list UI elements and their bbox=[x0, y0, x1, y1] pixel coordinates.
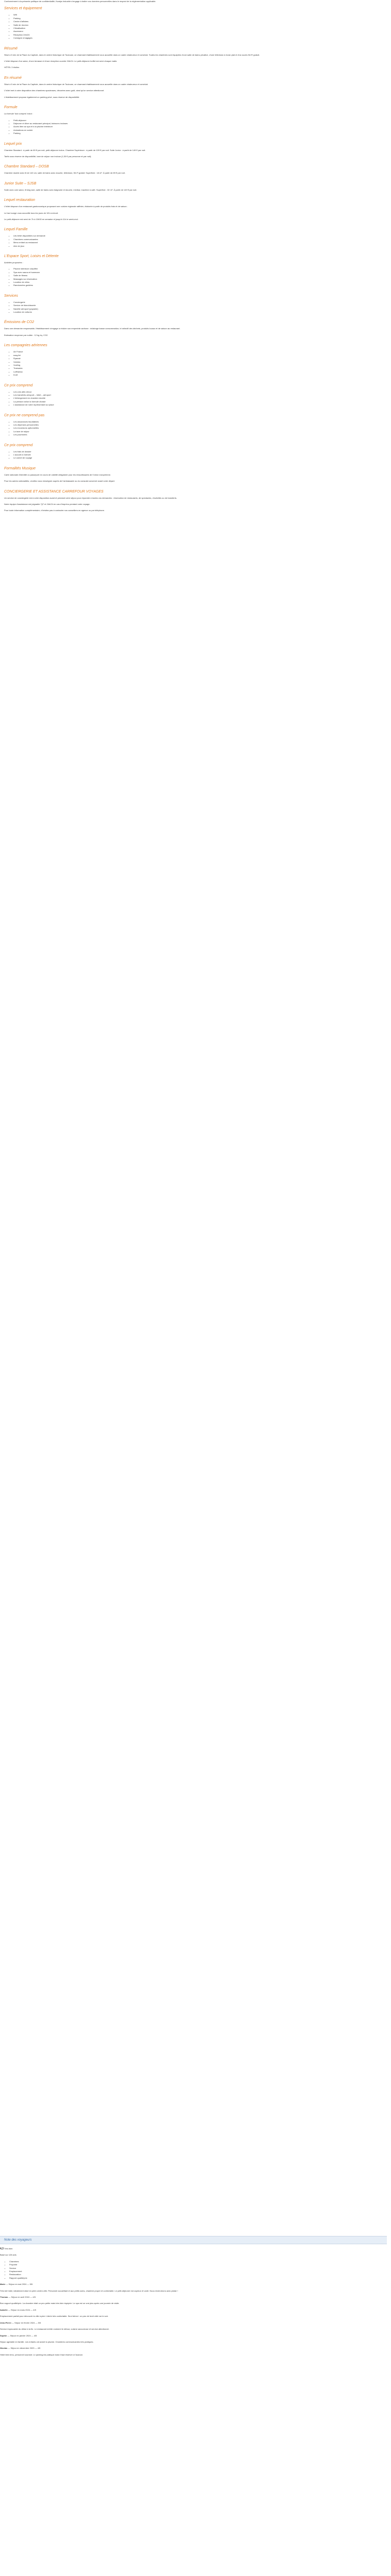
review-author bbox=[0, 2283, 383, 2286]
list-item: • Volotea bbox=[13, 361, 387, 364]
list-item: • KLM bbox=[13, 374, 387, 377]
review-meta: — Séjour en décembre 2023 — 4/5 bbox=[7, 2347, 41, 2350]
section-paragraph: Notre équipe d'assistance est joignable 7j/7 et 24h/24 en cas d'imprévu pendant votre voyage. bbox=[4, 503, 90, 506]
list-item: • Salle de fitness bbox=[13, 274, 387, 277]
review-meta: — Séjour en avril 2024 — 4/5 bbox=[8, 2296, 36, 2299]
reviews-section bbox=[0, 2247, 383, 2360]
list-item: • Aire de jeux bbox=[13, 245, 387, 248]
review-author bbox=[0, 2321, 383, 2325]
list-item: • Transavia bbox=[13, 367, 387, 370]
review-text: Très bel hôtel, idéalement situé en plein centre-ville. Personnel accueillant et aux petits soins, chambre propre et confortable. Le petit-déjeuner est copieux et varié. Nous reviendrons avec plaisir ! bbox=[0, 2289, 178, 2292]
section-title: Services bbox=[4, 294, 18, 298]
section-paragraph: Suite avec coin salon, lit king size, salle de bains avec baignoire et douche, minibar, machine à café. Superficie : 32 m². À partir de 149 € par nuit. bbox=[4, 188, 137, 191]
section-paragraph: Activités proposées : bbox=[4, 261, 23, 264]
list-item: • Les transferts aéroport – hôtel – aéroport bbox=[13, 394, 387, 397]
section-paragraph: Le bar lounge vous accueille tous les jours de 10h à minuit. bbox=[4, 211, 58, 214]
list-item: • L'hébergement en chambre double bbox=[13, 397, 387, 400]
review-author-name: Marie bbox=[0, 2283, 6, 2286]
list-item: • Les vols aller-retour bbox=[13, 391, 387, 394]
list-item: • Navette aéroport (payante) bbox=[13, 308, 387, 311]
section-paragraph: Chambre Standard : à partir de 89 € par nuit, petit-déjeuner inclus. Chambre Supérieure : à partir de 109 € par nuit. Suite Junior : à partir de 149 € par nuit. bbox=[4, 148, 146, 151]
rating-categories bbox=[0, 2260, 383, 2280]
section-title: Résumé bbox=[4, 46, 18, 50]
rating-category: • Propreté bbox=[9, 2263, 383, 2266]
section-paragraph: Carte nationale d'identité ou passeport en cours de validité obligatoire pour les ressortissants de l'Union européenne. bbox=[4, 473, 111, 476]
section-list bbox=[4, 119, 387, 135]
section-paragraph: Situé à 5 min de la Place du Capitole, dans le centre historique de Toulouse, ce charmant établissement vous accueille dans un cadre chaleureux et convivial. Toutes les chambres sont équipées d'une salle de bains privative, d'une télévision à écran plat et d'un accès Wi-Fi gratuit. bbox=[4, 53, 260, 56]
section-list bbox=[4, 420, 387, 437]
review-text: Séjour agréable en famille. Les enfants ont adoré la piscine. Chambres communicantes très pratiques. bbox=[0, 2340, 94, 2343]
section-title: Émissions de CO2 bbox=[4, 320, 34, 325]
rating-category: • Emplacement bbox=[9, 2270, 383, 2273]
section-paragraph: Pour les autres nationalités, veuillez vous renseigner auprès de l'ambassade ou du consulat concerné avant votre départ. bbox=[4, 480, 115, 483]
section-title: Formule bbox=[4, 106, 18, 110]
list-item: • Location de vélos bbox=[13, 281, 387, 284]
review-item bbox=[0, 2321, 383, 2331]
list-item: • Consigne à bagages bbox=[13, 37, 387, 40]
review-text: Bon rapport qualité/prix. La chambre était un peu petite mais très bien équipée. Le spa est un vrai plus après une journée de visite. bbox=[0, 2302, 120, 2305]
section-title: Ce prix ne comprend pas bbox=[4, 413, 45, 417]
review-text: Hôtel bien tenu, personnel souriant. Le parking est pratique mais il faut réserver à l'avance. bbox=[0, 2353, 84, 2356]
section-title: L'Espace Sport, Loisirs et Détente bbox=[4, 255, 59, 258]
list-item: • Wifi bbox=[13, 13, 387, 16]
section-title: Chambre Standard – DOSB bbox=[4, 165, 49, 169]
list-item: • Accès libre au spa et à la piscine intérieure bbox=[13, 125, 387, 128]
list-item: • Ryanair bbox=[13, 357, 387, 360]
review-meta: — Séjour en janvier 2024 — 4/5 bbox=[7, 2334, 37, 2337]
section-title: Les compagnies aériennes bbox=[4, 344, 47, 348]
section-paragraph: HÔTEL 3 étoiles bbox=[4, 66, 20, 69]
review-text: Emplacement parfait pour découvrir la ville à pied. Literie très confortable. Seul bémol : un peu de bruit côté rue le soir. bbox=[0, 2315, 108, 2318]
review-author bbox=[0, 2296, 383, 2299]
section-title: Lequel restauration bbox=[4, 198, 35, 202]
review-author bbox=[0, 2347, 383, 2350]
document-body bbox=[4, 0, 387, 513]
list-item: • Les pourboires bbox=[13, 433, 387, 436]
section-list bbox=[4, 234, 387, 248]
review-item bbox=[0, 2283, 383, 2293]
list-item: • Animations en soirée bbox=[13, 129, 387, 132]
list-item: • Petit-déjeuner bbox=[13, 119, 387, 122]
review-author bbox=[0, 2309, 383, 2312]
rating-category: • Service bbox=[9, 2267, 383, 2270]
list-item: • Lits bébé disponibles sur demande bbox=[13, 234, 387, 238]
list-item: • easyJet bbox=[13, 354, 387, 357]
list-item: • Parking bbox=[13, 17, 387, 20]
section-list bbox=[4, 13, 387, 40]
list-item: • Le carnet de voyage bbox=[13, 456, 387, 460]
reviews-count: Basé sur 128 avis bbox=[0, 2253, 17, 2257]
list-item: • La pension selon la formule choisie bbox=[13, 400, 387, 403]
section-paragraph: Dans une démarche responsable, l'établissement s'engage à réduire son empreinte carbone : éclairage basse consommation, tri sélectif des déchets, produits locaux et de saison au restaurant. bbox=[4, 327, 181, 330]
list-item: • L'assistance de notre représentant sur place bbox=[13, 403, 387, 406]
list-item: • Massages sur réservation bbox=[13, 278, 387, 281]
review-author-name: Sophie bbox=[0, 2334, 7, 2337]
section-title: Lequel prix bbox=[4, 142, 22, 146]
list-item: • Centre d'affaires bbox=[13, 20, 387, 23]
list-item: • Climatisation bbox=[13, 27, 387, 30]
rating-category: • Restauration bbox=[9, 2273, 383, 2276]
section-title: Junior Suite – SJSB bbox=[4, 181, 37, 185]
review-author-name: Isabelle bbox=[0, 2308, 8, 2311]
list-item: • Conciergerie bbox=[13, 301, 387, 304]
review-author-name: Thomas bbox=[0, 2296, 8, 2299]
review-meta: — Séjour en février 2024 — 5/5 bbox=[11, 2321, 41, 2324]
review-author-name: Nicolas bbox=[0, 2347, 8, 2350]
section-list bbox=[4, 450, 387, 460]
section-title: Ce prix comprend bbox=[4, 443, 33, 447]
list-item: • Air France bbox=[13, 350, 387, 353]
list-item: • Service de blanchisserie bbox=[13, 304, 387, 307]
section-paragraph: La formule 'tout compris' inclut : bbox=[4, 112, 33, 115]
review-item bbox=[0, 2347, 383, 2357]
section-title: Lequel Famille bbox=[4, 228, 28, 232]
review-item bbox=[0, 2309, 383, 2318]
list-item: • Ascenseur bbox=[13, 30, 387, 33]
list-item: • Piscine intérieure chauffée bbox=[13, 267, 387, 270]
section-paragraph: Tarifs sous réserve de disponibilité, taxe de séjour non incluse (1,50 € par personne et par nuit). bbox=[4, 155, 92, 158]
review-meta: — Séjour en mai 2024 — 5/5 bbox=[5, 2283, 33, 2286]
list-item: • Spa avec sauna et hammam bbox=[13, 271, 387, 274]
list-item: • L'accueil à l'arrivée bbox=[13, 453, 387, 456]
list-item: • Vueling bbox=[13, 364, 387, 367]
list-item: • Parking bbox=[13, 132, 387, 135]
doc-intro: Conformément à la présente politique de confidentialité, Kwalys Industrie s'engage à traiter vos données personnelles dans le respect de la réglementation applicable. bbox=[4, 0, 156, 3]
list-item: • Lufthansa bbox=[13, 370, 387, 374]
section-paragraph: Situé à 5 min de la Place du Capitole, dans le centre historique de Toulouse, ce charmant établissement vous accueille dans un cadre chaleureux et convivial. bbox=[4, 82, 149, 86]
review-item bbox=[0, 2334, 383, 2344]
list-item: • Location de voitures bbox=[13, 311, 387, 314]
review-text: Service impeccable du début à la fin. Le restaurant mérite vraiment le détour, cuisine savoureuse et service attentionné. bbox=[0, 2328, 109, 2331]
section-paragraph: Le petit-déjeuner est servi de 7h à 10h30 en semaine et jusqu'à 11h le week-end. bbox=[4, 217, 78, 221]
rating-value: 4,3 bbox=[0, 2247, 4, 2250]
section-paragraph: L'établissement propose également un parking privé, sous réserve de disponibilité. bbox=[4, 95, 80, 98]
list-item: • Les dépenses personnelles bbox=[13, 423, 387, 427]
section-paragraph: Estimation moyenne par nuitée : 12 kg éq. CO2. bbox=[4, 333, 48, 336]
list-item: • Chambres communicantes bbox=[13, 238, 387, 241]
section-title: Services et équipement bbox=[4, 7, 42, 11]
review-meta: — Séjour en mars 2024 — 4/5 bbox=[7, 2308, 36, 2311]
section-title: Formalités Musique bbox=[4, 466, 36, 470]
list-item: • Les frais de dossier bbox=[13, 450, 387, 453]
rating-category: • Rapport qualité/prix bbox=[9, 2277, 383, 2280]
section-list bbox=[4, 267, 387, 287]
reviews-banner bbox=[0, 2236, 387, 2244]
rating-category: • Chambres bbox=[9, 2260, 383, 2263]
section-paragraph: Un service de conciergerie est à votre disposition avant et pendant votre séjour pour répondre à toutes vos demandes : réservation de restaurants, de spectacles, d'activités ou de transferts. bbox=[4, 496, 177, 499]
section-title: CONCIERGERIE ET ASSISTANCE CARREFOUR VOYAGES bbox=[4, 489, 104, 494]
rating-label: Très bien bbox=[4, 2247, 13, 2250]
list-item: • La taxe de séjour bbox=[13, 430, 387, 433]
list-item: • Les excursions optionnelles bbox=[13, 427, 387, 430]
section-paragraph: Pour toute information complémentaire, n'hésitez pas à contacter nos conseillers en agence ou par téléphone. bbox=[4, 509, 105, 512]
list-item: • Déjeuner et dîner au restaurant principal, boissons incluses bbox=[13, 122, 387, 125]
section-paragraph: Chambre double avec lit de 140 cm, salle de bains avec douche, télévision, Wi-Fi gratuit. Superficie : 18 m². À partir de 89 € par nuit. bbox=[4, 172, 125, 175]
review-author-name: Jean-Pierre bbox=[0, 2321, 11, 2324]
section-paragraph: L'hôtel dispose d'un restaurant gastronomique proposant une cuisine régionale raffinée, élaborée à partir de produits frais et de saison. bbox=[4, 205, 127, 208]
section-paragraph: L'hôtel dispose d'un salon, d'une terrasse et d'une réception ouverte 24h/24. Le petit-déjeuner buffet est servi chaque matin. bbox=[4, 60, 118, 63]
section-title: En résumé bbox=[4, 76, 22, 80]
section-paragraph: L'hôtel met à votre disposition des chambres spacieuses, décorées avec goût, ainsi qu'un service attentionné. bbox=[4, 89, 105, 92]
section-list bbox=[4, 391, 387, 407]
section-list bbox=[4, 301, 387, 314]
section-title: Ce prix comprend bbox=[4, 383, 33, 387]
list-item: • Réception 24h/24 bbox=[13, 33, 387, 37]
review-item bbox=[0, 2296, 383, 2306]
list-item: • Menu enfant au restaurant bbox=[13, 241, 387, 244]
list-item: • Randonnées guidées bbox=[13, 284, 387, 287]
reviews-banner-label: Note des voyageurs bbox=[4, 2239, 32, 2242]
list-item: • Salle de réunion bbox=[13, 24, 387, 27]
review-author bbox=[0, 2334, 383, 2337]
list-item: • Les assurances facultatives bbox=[13, 420, 387, 423]
section-list bbox=[4, 350, 387, 377]
